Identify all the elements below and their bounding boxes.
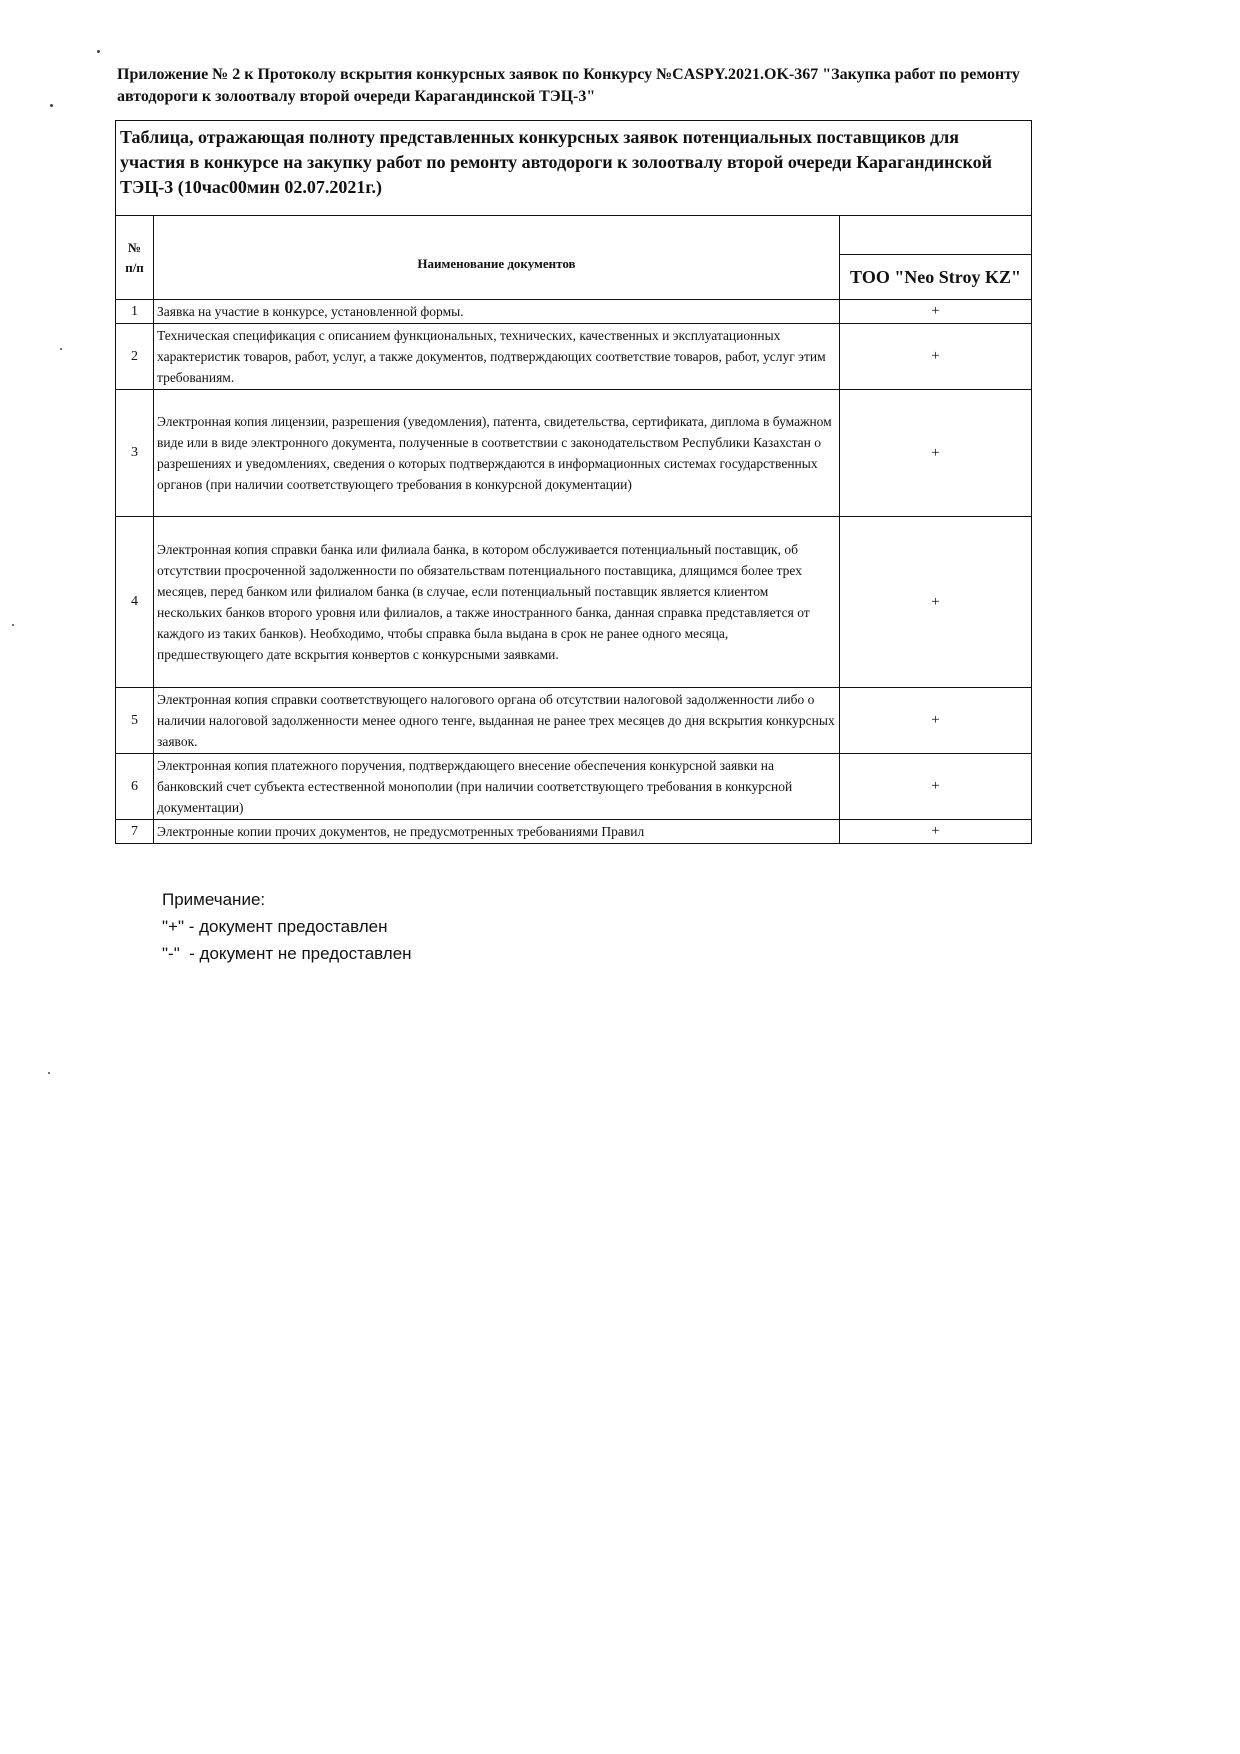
row-document: Электронная копия лицензии, разрешения (уведомления), патента, свидетельства, сертификата, диплома в бумажном виде или в виде электронного документа, полученные в соответствии с законодательством Республики Казахстан о разрешениях и уведомлениях, сведения о которых подтверждаются в информационных системах государственных органов (при наличии соответствующего требования в конкурсной документации) xyxy=(154,390,840,517)
scan-speck xyxy=(97,50,100,53)
table-row xyxy=(116,517,1032,688)
row-number: 2 xyxy=(116,324,154,390)
header-blank-cell xyxy=(840,216,1032,255)
annex-title: Приложение № 2 к Протоколу вскрытия конкурсных заявок по Конкурсу №CASPY.2021.OK-367 "Закупка работ по ремонту автодороги к золоотвалу второй очереди Карагандинской ТЭЦ-3" xyxy=(117,66,1020,105)
notes-minus-legend: "-" - документ не предоставлен xyxy=(162,944,412,963)
row-mark: + xyxy=(840,820,1032,844)
table-row xyxy=(116,820,1032,844)
row-document: Электронная копия справки банка или филиала банка, в котором обслуживается потенциальный поставщик, об отсутствии просроченной задолженности по обязательствам потенциального поставщика, длящимся более трех месяцев, перед банком или филиалом банка (в случае, если потенциальный поставщик является клиентом нескольких банков второго уровня или филиалов, а также иностранного банка, данная справка представляется от каждого из таких банков). Необходимо, чтобы справка была выдана в срок не ранее одного месяца, предшествующего дате вскрытия конвертов с конкурсными заявками. xyxy=(154,517,840,688)
row-number: 1 xyxy=(116,300,154,324)
row-number: 7 xyxy=(116,820,154,844)
table-row xyxy=(116,300,1032,324)
row-document: Электронная копия справки соответствующего налогового органа об отсутствии налоговой задолженности либо о наличии налоговой задолженности менее одного тенге, выданная не ранее трех месяцев до дня вскрытия конкурсных заявок. xyxy=(154,688,840,754)
row-document: Заявка на участие в конкурсе, установленной формы. xyxy=(154,300,840,324)
row-number: 5 xyxy=(116,688,154,754)
row-mark: + xyxy=(840,324,1032,390)
row-mark: + xyxy=(840,517,1032,688)
scan-speck xyxy=(12,624,14,626)
header-document-name: Наименование документов xyxy=(154,216,840,300)
header-number-abbrev: п/п xyxy=(125,259,144,275)
row-number: 3 xyxy=(116,390,154,517)
table-header-row xyxy=(116,216,1032,255)
row-mark: + xyxy=(840,754,1032,820)
notes-title: Примечание: xyxy=(162,890,266,909)
notes-plus-legend: "+" - документ предоставлен xyxy=(162,917,388,936)
table-caption: Таблица, отражающая полноту представленных конкурсных заявок потенциальных поставщиков для участия в конкурсе на закупку работ по ремонту автодороги к золоотвалу второй очереди Карагандинской ТЭЦ-3 (10час00мин 02.07.2021г.) xyxy=(116,121,1032,216)
scan-speck xyxy=(50,104,53,107)
row-mark: + xyxy=(840,390,1032,517)
row-document: Техническая спецификация с описанием функциональных, технических, качественных и эксплуатационных характеристик товаров, работ, услуг, а также документов, подтверждающих соответствие товаров, работ, услуг этим требованиям. xyxy=(154,324,840,390)
table-caption-row xyxy=(116,121,1032,216)
header-number xyxy=(116,216,154,300)
scan-speck xyxy=(60,348,62,350)
table-row xyxy=(116,688,1032,754)
row-document: Электронная копия платежного поручения, подтверждающего внесение обеспечения конкурсной заявки на банковский счет субъекта естественной монополии (при наличии соответствующего требования в конкурсной документации) xyxy=(154,754,840,820)
documents-table xyxy=(115,120,1032,844)
table-row xyxy=(116,324,1032,390)
row-number: 4 xyxy=(116,517,154,688)
header-supplier: ТОО "Neo Stroy KZ" xyxy=(840,255,1032,300)
scan-speck xyxy=(48,1072,50,1074)
row-mark: + xyxy=(840,688,1032,754)
table-row xyxy=(116,754,1032,820)
row-number: 6 xyxy=(116,754,154,820)
row-document: Электронные копии прочих документов, не предусмотренных требованиями Правил xyxy=(154,820,840,844)
table-row xyxy=(116,390,1032,517)
row-mark: + xyxy=(840,300,1032,324)
notes-block xyxy=(162,886,412,967)
header-number-symbol: № xyxy=(127,239,142,255)
